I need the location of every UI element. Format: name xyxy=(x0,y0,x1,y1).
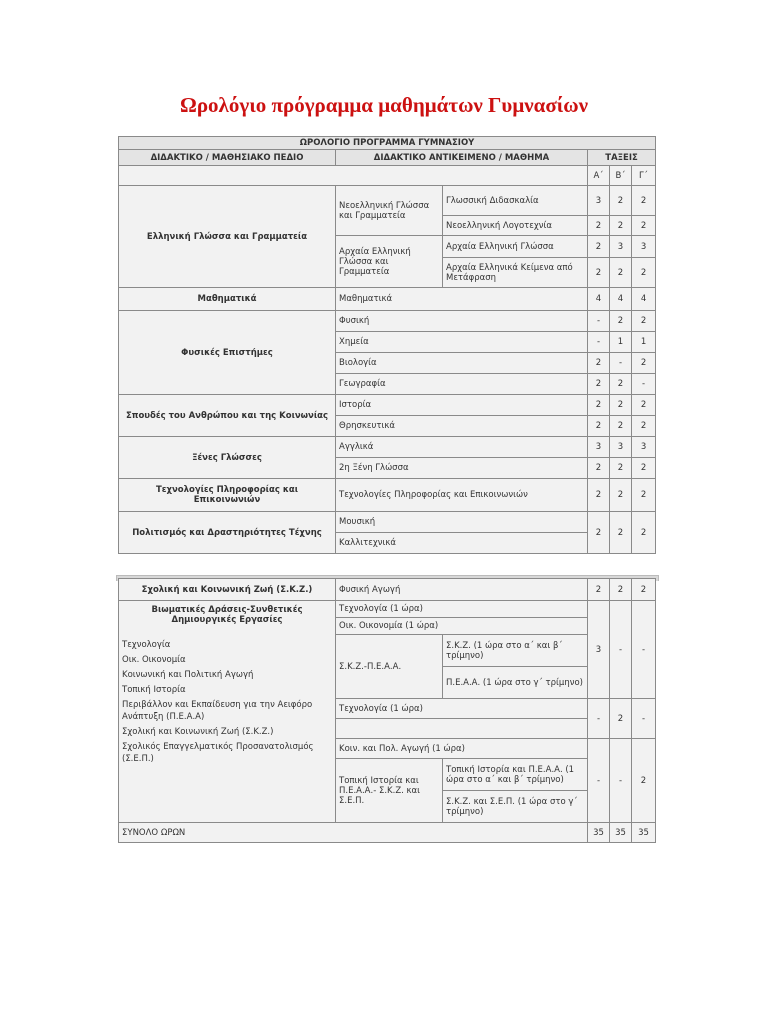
field-experiential xyxy=(119,601,336,823)
subject-pe: Φυσική Αγωγή xyxy=(336,579,588,601)
table-row xyxy=(119,437,656,458)
hours-cell: 2 xyxy=(610,458,632,479)
subject-music: Μουσική xyxy=(336,512,588,533)
timetable-activities xyxy=(118,578,656,843)
table-row xyxy=(119,186,656,216)
hours-cell: 2 xyxy=(610,216,632,236)
total-cell: 35 xyxy=(632,823,656,843)
subject-lang-teaching: Γλωσσική Διδασκαλία xyxy=(443,186,588,216)
list-item: Σχολική και Κοινωνική Ζωή (Σ.Κ.Ζ.) xyxy=(122,727,274,737)
hours-cell: 2 xyxy=(632,579,656,601)
field-humanities: Σπουδές του Ανθρώπου και της Κοινωνίας xyxy=(119,395,336,437)
activity-tech-a: Τεχνολογία (1 ώρα) xyxy=(336,601,588,618)
list-item: Οικ. Οικονομία xyxy=(122,655,186,665)
list-item: Περιβάλλον και Εκπαίδευση για την Αειφόρο Ανάπτυξη (Π.Ε.Α.Α) xyxy=(122,700,313,722)
hours-cell: 1 xyxy=(610,332,632,353)
field-foreign: Ξένες Γλώσσες xyxy=(119,437,336,479)
hours-cell: 2 xyxy=(610,374,632,395)
subject-ict: Τεχνολογίες Πληροφορίας και Επικοινωνιών xyxy=(336,479,588,512)
table-row xyxy=(119,395,656,416)
hours-cell: 2 xyxy=(610,186,632,216)
timetable-main xyxy=(118,136,656,554)
subject-second-lang: 2η Ξένη Γλώσσα xyxy=(336,458,588,479)
hours-cell: - xyxy=(632,699,656,739)
activity-peaa-note: Π.Ε.Α.Α. (1 ώρα στο γ΄ τρίμηνο) xyxy=(443,667,588,699)
hours-cell: 2 xyxy=(632,739,656,823)
hours-cell: 2 xyxy=(632,186,656,216)
activity-tech-b: Τεχνολογία (1 ώρα) xyxy=(336,699,588,719)
header-field: ΔΙΔΑΚΤΙΚΟ / ΜΑΘΗΣΙΑΚΟ ΠΕΔΙΟ xyxy=(119,150,336,166)
subject-ancient-greek: Αρχαία Ελληνική Γλώσσα και Γραμματεία xyxy=(336,236,443,288)
hours-cell: - xyxy=(588,311,610,332)
subject-religion: Θρησκευτικά xyxy=(336,416,588,437)
hours-cell: 1 xyxy=(632,332,656,353)
hours-cell: - xyxy=(632,374,656,395)
field-science: Φυσικές Επιστήμες xyxy=(119,311,336,395)
hours-cell: 2 xyxy=(632,479,656,512)
hours-cell: 2 xyxy=(588,216,610,236)
subject-ancient-texts: Αρχαία Ελληνικά Κείμενα από Μετάφραση xyxy=(443,258,588,288)
table-row xyxy=(119,579,656,601)
hours-cell: 2 xyxy=(588,258,610,288)
activity-home-econ: Οικ. Οικονομία (1 ώρα) xyxy=(336,618,588,635)
hours-cell: 2 xyxy=(632,458,656,479)
total-label: ΣΥΝΟΛΟ ΩΡΩΝ xyxy=(119,823,588,843)
hours-cell: 3 xyxy=(610,437,632,458)
activity-skz-sep-note: Σ.Κ.Ζ. και Σ.Ε.Π. (1 ώρα στο γ΄ τρίμηνο) xyxy=(443,791,588,823)
hours-cell: 2 xyxy=(632,311,656,332)
header-spacer xyxy=(119,166,588,186)
hours-cell: 2 xyxy=(610,311,632,332)
activity-spacer xyxy=(336,719,588,739)
table-caption: ΩΡΟΛΟΓΙΟ ΠΡΟΓΡΑΜΜΑ ΓΥΜΝΑΣΙΟΥ xyxy=(119,137,656,150)
hours-cell: 3 xyxy=(588,437,610,458)
hours-cell: - xyxy=(588,699,610,739)
hours-cell: 2 xyxy=(632,512,656,554)
page-title: Ωρολόγιο πρόγραμμα μαθημάτων Γυμνασίων xyxy=(180,93,588,117)
subject-biology: Βιολογία xyxy=(336,353,588,374)
hours-cell: 2 xyxy=(610,479,632,512)
subject-chemistry: Χημεία xyxy=(336,332,588,353)
list-item: Τεχνολογία xyxy=(122,640,171,650)
hours-cell: 2 xyxy=(610,395,632,416)
subject-english: Αγγλικά xyxy=(336,437,588,458)
hours-cell: 2 xyxy=(588,374,610,395)
table-row xyxy=(119,311,656,332)
subject-geography: Γεωγραφία xyxy=(336,374,588,395)
hours-cell: 3 xyxy=(632,437,656,458)
subject-modern-lit: Νεοελληνική Λογοτεχνία xyxy=(443,216,588,236)
subject-ancient-lang: Αρχαία Ελληνική Γλώσσα xyxy=(443,236,588,258)
hours-cell: 2 xyxy=(610,579,632,601)
hours-cell: 2 xyxy=(588,512,610,554)
hours-cell: 2 xyxy=(610,512,632,554)
hours-cell: - xyxy=(588,739,610,823)
table-row xyxy=(119,479,656,512)
hours-cell: - xyxy=(610,601,632,699)
field-arts: Πολιτισμός και Δραστηριότητες Τέχνης xyxy=(119,512,336,554)
hours-cell: 3 xyxy=(610,236,632,258)
hours-cell: 2 xyxy=(632,416,656,437)
subject-modern-greek: Νεοελληνική Γλώσσα και Γραμματεία xyxy=(336,186,443,236)
header-class-c: Γ΄ xyxy=(632,166,656,186)
hours-cell: 3 xyxy=(588,186,610,216)
hours-cell: 2 xyxy=(588,416,610,437)
header-class-b: Β΄ xyxy=(610,166,632,186)
subject-fine-arts: Καλλιτεχνικά xyxy=(336,533,588,554)
hours-cell: 2 xyxy=(610,416,632,437)
hours-cell: 4 xyxy=(588,288,610,311)
table-row xyxy=(119,288,656,311)
hours-cell: 2 xyxy=(610,258,632,288)
subject-history: Ιστορία xyxy=(336,395,588,416)
header-class-a: Α΄ xyxy=(588,166,610,186)
experiential-heading: Βιωματικές Δράσεις-Συνθετικές Δημιουργικές Εργασίες xyxy=(151,605,303,625)
hours-cell: - xyxy=(610,353,632,374)
hours-cell: 4 xyxy=(610,288,632,311)
hours-cell: 2 xyxy=(632,258,656,288)
list-item: Σχολικός Επαγγελματικός Προσανατολισμός (Σ.Ε.Π.) xyxy=(122,742,314,764)
field-school-life: Σχολική και Κοινωνική Ζωή (Σ.Κ.Ζ.) xyxy=(119,579,336,601)
activity-local-hist-note: Τοπική Ιστορία και Π.Ε.Α.Α. (1 ώρα στο α΄ και β΄ τρίμηνο) xyxy=(443,759,588,791)
hours-cell: 2 xyxy=(632,353,656,374)
list-item: Τοπική Ιστορία xyxy=(122,685,186,695)
activity-skz-peaa: Σ.Κ.Ζ.-Π.Ε.Α.Α. xyxy=(336,635,443,699)
hours-cell: 2 xyxy=(588,353,610,374)
hours-cell: 4 xyxy=(632,288,656,311)
activity-civics: Κοιν. και Πολ. Αγωγή (1 ώρα) xyxy=(336,739,588,759)
header-subject: ΔΙΔΑΚΤΙΚΟ ΑΝΤΙΚΕΙΜΕΝΟ / ΜΑΘΗΜΑ xyxy=(336,150,588,166)
total-cell: 35 xyxy=(610,823,632,843)
hours-cell: - xyxy=(632,601,656,699)
field-math: Μαθηματικά xyxy=(119,288,336,311)
hours-cell: 3 xyxy=(588,601,610,699)
list-item: Κοινωνική και Πολιτική Αγωγή xyxy=(122,670,254,680)
table-row xyxy=(119,823,656,843)
hours-cell: 3 xyxy=(632,236,656,258)
hours-cell: 2 xyxy=(610,699,632,739)
total-cell: 35 xyxy=(588,823,610,843)
hours-cell: - xyxy=(588,332,610,353)
activity-skz-note: Σ.Κ.Ζ. (1 ώρα στο α΄ και β΄ τρίμηνο) xyxy=(443,635,588,667)
hours-cell: 2 xyxy=(588,395,610,416)
table-row xyxy=(119,601,656,618)
hours-cell: 2 xyxy=(588,479,610,512)
hours-cell: 2 xyxy=(632,216,656,236)
hours-cell: - xyxy=(610,739,632,823)
hours-cell: 2 xyxy=(588,458,610,479)
activity-local-hist-group: Τοπική Ιστορία και Π.Ε.Α.Α.- Σ.Κ.Ζ. και Σ.Ε.Π. xyxy=(336,759,443,823)
hours-cell: 2 xyxy=(588,579,610,601)
field-ict: Τεχνολογίες Πληροφορίας και Επικοινωνιών xyxy=(119,479,336,512)
table-row xyxy=(119,512,656,533)
field-greek: Ελληνική Γλώσσα και Γραμματεία xyxy=(119,186,336,288)
header-classes: ΤΑΞΕΙΣ xyxy=(588,150,656,166)
subject-physics: Φυσική xyxy=(336,311,588,332)
subject-math: Μαθηματικά xyxy=(336,288,588,311)
hours-cell: 2 xyxy=(632,395,656,416)
hours-cell: 2 xyxy=(588,236,610,258)
